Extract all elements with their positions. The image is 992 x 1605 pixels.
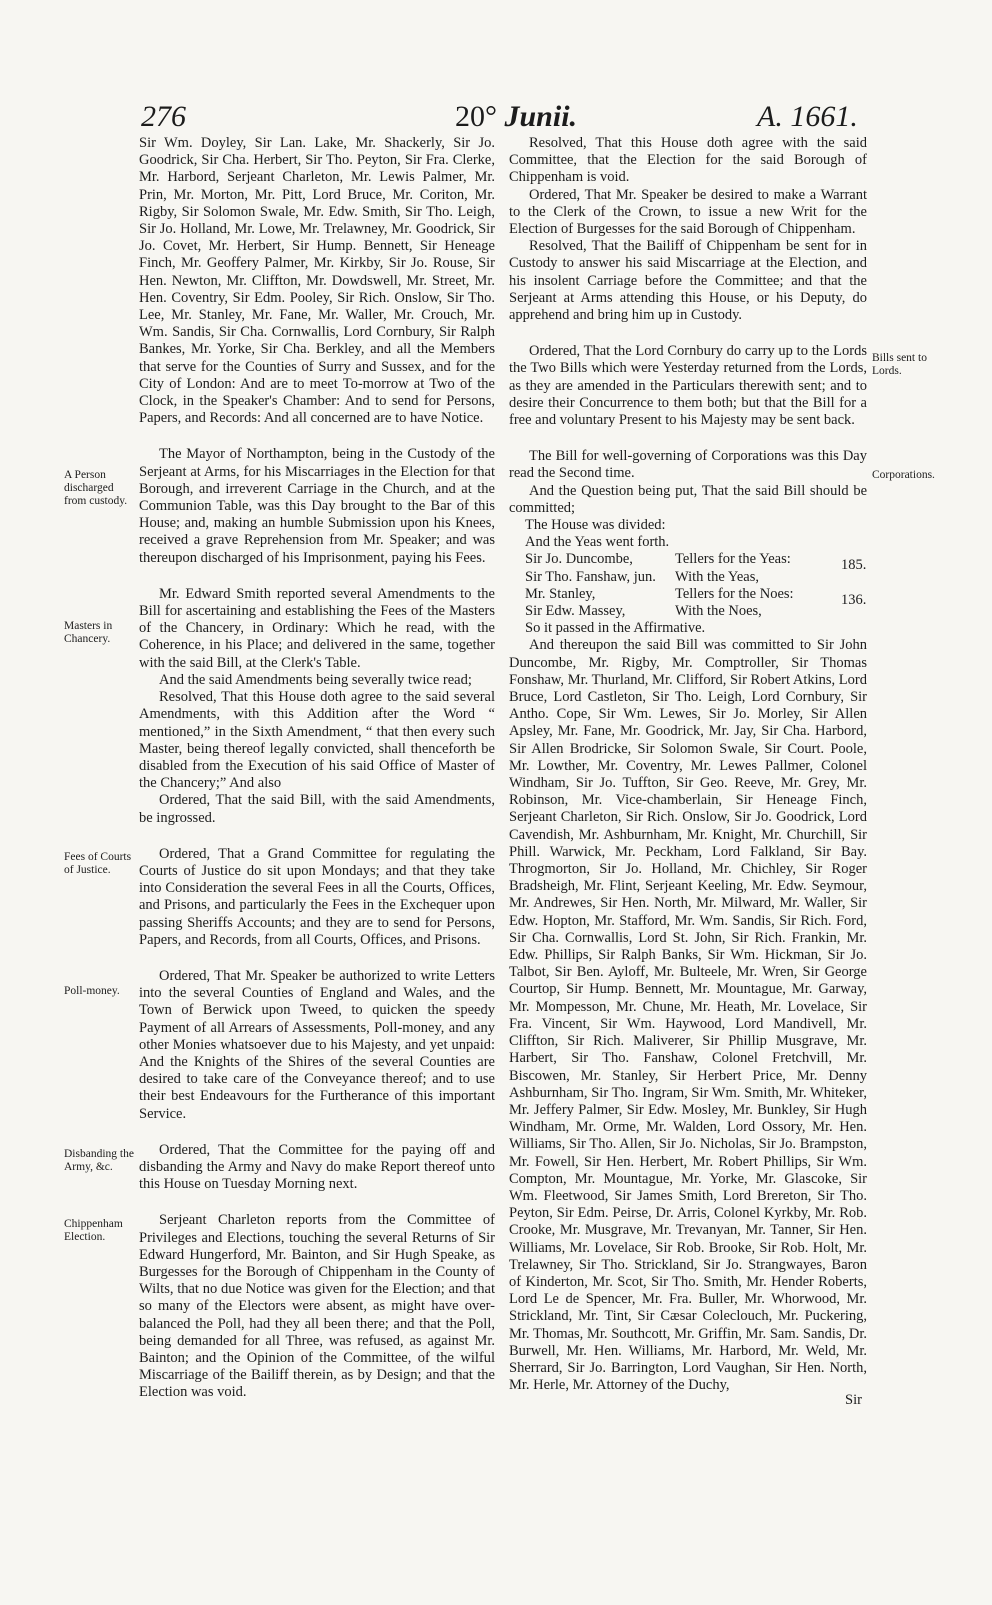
sidenote-corporations: Corporations.	[872, 469, 935, 481]
page-number: 276	[141, 100, 186, 133]
masters-report-paragraph: Mr. Edward Smith reported several Amendments to the Bill for ascertaining and establishing the Fees of the Masters of the Chancery, in Ordinary: Which he read, with the Coherence, in his Place; and delivered in the same, together with the said Bill, at the Clerk's Table.	[139, 585, 495, 671]
noes-label-2: With the Noes,	[675, 603, 762, 620]
sidenote-disbanding: Disbanding the Army, &c.	[64, 1148, 134, 1173]
mayor-northampton-paragraph: The Mayor of Northampton, being in the Custody of the Serjeant at Arms, for his Miscarriages in the Election for that Borough, and irreverent Carriage in the Church, and at the Communion Table, was this Day brought to the Bar of this House; and, making an humble Submission upon his Knees, received a grave Reprehension from Mr. Speaker; and was thereupon discharged of his Imprisonment, paying his Fees.	[139, 446, 495, 566]
sidenote-poll-money: Poll-money.	[64, 985, 120, 997]
page-date	[455, 100, 577, 134]
date-month: Junii.	[504, 100, 578, 133]
sidenote-person-discharged: A Person discharged from custody.	[64, 469, 128, 507]
yeas-label-2: With the Yeas,	[675, 568, 759, 585]
amendments-read-paragraph: And the said Amendments being severally twice read;	[159, 671, 472, 688]
noes-row-2	[509, 603, 867, 620]
disbanding-report-paragraph: Ordered, That the Committee for the paying off and disbanding the Army and Navy do make Report thereof unto this House on Tuesday Morning next.	[139, 1141, 495, 1193]
sidenote-fees: Fees of Courts of Justice.	[64, 851, 132, 876]
division-divided: The House was divided:	[525, 517, 666, 534]
yeas-teller-1: Sir Jo. Duncombe,	[525, 551, 633, 568]
noes-label-1: Tellers for the Noes:	[675, 585, 794, 602]
date-day: 20°	[455, 100, 497, 133]
resolved-bailiff-paragraph: Resolved, That the Bailiff of Chippenham be sent for in Custody to answer his said Miscarriage at the Election, and his insolent Carriage before the Committee; and that the Serjeant at Arms attending this House, or his Deputy, do apprehend and bring him up in Custody.	[509, 238, 867, 324]
yeas-label-1: Tellers for the Yeas:	[675, 551, 791, 568]
noes-row-1	[509, 585, 867, 608]
noes-teller-1: Mr. Stanley,	[525, 585, 596, 602]
yeas-teller-2: Sir Tho. Fanshaw, jun.	[525, 568, 656, 585]
question-put-paragraph: And the Question being put, That the said Bill should be committed;	[509, 482, 867, 516]
yeas-row-1	[509, 551, 867, 574]
catchword: Sir	[845, 1392, 862, 1408]
page-year: A. 1661.	[757, 100, 858, 133]
noes-count: 136.	[841, 591, 867, 608]
left-column	[139, 135, 495, 1402]
ordered-ingrossed-paragraph: Ordered, That the said Bill, with the said Amendments, be ingrossed.	[139, 792, 495, 826]
division-block	[509, 517, 867, 637]
grand-committee-paragraph: Ordered, That a Grand Committee for regulating the Courts of Justice do sit upon Mondays; and that they take into Consideration the several Fees in all the Courts, Offices, and Prisons, and particularly the Fees in the Exchequer upon passing Sheriffs Accounts; and they are to send for Persons, Papers, and Records, from all Courts, Offices, and Prisons.	[139, 845, 495, 948]
charleton-report-paragraph: Serjeant Charleton reports from the Committee of Privileges and Elections, touching the several Returns of Sir Edward Hungerford, Mr. Bainton, and Sir Hugh Speake, as Burgesses for the Borough of Chippenham in the County of Wilts, that no due Notice was given for the Election; and that so many of the Electors were absent, as might have over-balanced the Poll, had they all been there; and that the Poll, being demanded for all Three, was refused, as against Mr. Bainton; and the Opinion of the Committee, of the wilful Miscarriage of the Bailiff therein, as by Design; and that the Election was void.	[139, 1212, 495, 1401]
sidenote-bills-sent: Bills sent to Lords.	[872, 352, 927, 377]
sidenote-masters: Masters in Chancery.	[64, 620, 113, 645]
ordered-cornbury-paragraph: Ordered, That the Lord Cornbury do carry up to the Lords the Two Bills which were Yesterday returned from the Lords, as they are amended in the Particulars therewith sent; and to desire their Concurrence to them both; but that the Bill for a free and voluntary Present to his Majesty may be sent back.	[509, 343, 867, 429]
sidenote-chippenham: Chippenham Election.	[64, 1218, 123, 1243]
committee-members-paragraph: Sir Wm. Doyley, Sir Lan. Lake, Mr. Shackerly, Sir Jo. Goodrick, Sir Cha. Herbert, Sir Tho. Peyton, Sir Fra. Clerke, Mr. Harbord, Serjeant Charleton, Mr. Lewis Palmer, Mr. Prin, Mr. Morton, Mr. Pitt, Lord Bruce, Mr. Coriton, Mr. Rigby, Sir Solomon Swale, Mr. Edw. Smith, Sir Tho. Leigh, Sir Jo. Holland, Mr. Lowe, Mr. Trelawney, Mr. Goodrick, Sir Jo. Covet, Mr. Herbert, Sir Hump. Bennett, Sir Heneage Finch, Mr. Geoffery Palmer, Mr. Kirkby, Sir Jo. Rouse, Sir Hen. Newton, Mr. Cliffton, Mr. Dowdswell, Mr. Street, Mr. Hen. Coventry, Sir Edm. Pooley, Sir Rich. Onslow, Sir Tho. Lee, Mr. Stanley, Mr. Fane, Mr. Waller, Mr. Crouch, Mr. Wm. Sandis, Sir Cha. Cornwallis, Lord Cornbury, Sir Ralph Bankes, Mr. Yorke, Sir Cha. Berkley, and all the Members that serve for the Counties of Surry and Sussex, and for the City of London: And are to meet To-morrow at Two of the Clock, in the Speaker's Chamber: And to send for Persons, Papers, and Records: And all concerned are to have Notice.	[139, 135, 495, 427]
letters-counties-paragraph: Ordered, That Mr. Speaker be authorized to write Letters into the several Counties of England and Wales, and the Town of Berwick upon Tweed, to quicken the speedy Payment of all Arrears of Assessments, Poll-money, and any other Monies whatsoever due to his Majesty, and yet unpaid: And the Knights of the Shires of the several Counties are desired to take care of the Conveyance thereof; and to use their best Endeavours for the Furtherance of this important Service.	[139, 967, 495, 1122]
division-yeas-forth: And the Yeas went forth.	[525, 534, 670, 551]
ordered-warrant-paragraph: Ordered, That Mr. Speaker be desired to make a Warrant to the Clerk of the Crown, to issue a new Writ for the Election of Burgesses for the said Borough of Chippenham.	[509, 186, 867, 238]
corporations-bill-paragraph: The Bill for well-governing of Corporations was this Day read the Second time.	[509, 448, 867, 482]
resolved-void-paragraph: Resolved, That this House doth agree with the said Committee, that the Election for the said Borough of Chippenham is void.	[509, 135, 867, 186]
yeas-row-2	[509, 569, 867, 586]
division-result: So it passed in the Affirmative.	[525, 620, 706, 637]
right-column	[509, 135, 867, 1394]
yeas-count: 185.	[841, 557, 867, 574]
resolved-amendments-paragraph: Resolved, That this House doth agree to the said several Amendments, with this Addition after the Word “ mentioned,” in the Sixth Amendment, “ that then every such Master, being thereof legally convicted, shall thenceforth be disabled from the Execution of his said Office of Master of the Chancery;” And also	[139, 689, 495, 792]
noes-teller-2: Sir Edw. Massey,	[525, 603, 626, 620]
committed-members-paragraph: And thereupon the said Bill was committed to Sir John Duncombe, Mr. Rigby, Mr. Comptroller, Sir Thomas Fonshaw, Mr. Thurland, Mr. Clifford, Sir Robert Atkins, Lord Bruce, Lord Castleton, Sir Tho. Leigh, Lord Cornbury, Sir Antho. Cope, Sir Wm. Lewes, Sir Jo. Morley, Sir Allen Apsley, Mr. Fane, Mr. Goodrick, Mr. Jay, Sir Cha. Harbord, Sir Allen Brodricke, Sir Solomon Swale, Sir Court. Poole, Mr. Lowther, Mr. Coventry, Mr. Lewes Pallmer, Colonel Windham, Sir Jo. Tuffton, Sir Geo. Reeve, Mr. Grey, Mr. Robinson, Mr. Vice-chamberlain, Sir Heneage Finch, Serjeant Charleton, Sir Rich. Onslow, Sir Jo. Goodrick, Lord Cavendish, Mr. Ashburnham, Mr. Knight, Mr. Churchill, Sir Phill. Warwick, Mr. Peckham, Lord Falkland, Sir Bay. Throgmorton, Sir Jo. Holland, Mr. Chichley, Sir Roger Bradsheigh, Mr. Flint, Serjeant Keeling, Mr. Edw. Seymour, Mr. Andrewes, Sir Hen. North, Mr. Milward, Mr. Waller, Sir Edw. Hopton, Mr. Stafford, Mr. Wm. Sandis, Sir Rich. Ford, Sir Cha. Cornwallis, Lord St. John, Sir Rich. Frankin, Mr. Edw. Phillips, Sir Ralph Banks, Sir Wm. Hickman, Sir Jo. Talbot, Sir Ben. Ayloff, Mr. Bulteele, Mr. Wren, Sir George Courtop, Sir Hump. Bennett, Mr. Mountague, Mr. Garway, Mr. Mompesson, Mr. Chune, Mr. Heath, Mr. Lovelace, Sir Fra. Vincent, Sir Wm. Haywood, Lord Mandivell, Mr. Cliffton, Sir Rich. Maliverer, Sir Phillip Musgrave, Mr. Harbert, Sir Tho. Fanshaw, Colonel Fretchvill, Mr. Biscowen, Mr. Stanley, Sir Herbert Price, Mr. Denny Ashburnham, Sir Tho. Ingram, Sir Wm. Smith, Mr. Whiteker, Mr. Jeffery Palmer, Sir Edw. Mosley, Mr. Bunkley, Sir Hugh Windham, Mr. Orme, Mr. Walden, Lord Ossory, Mr. Hen. Williams, Sir Tho. Allen, Sir Jo. Nicholas, Sir Jo. Brampston, Mr. Fowell, Sir Hen. Herbert, Mr. Robert Phillips, Sir Wm. Compton, Mr. Mountague, Mr. Yorke, Mr. Glascoke, Sir Wm. Fleetwood, Sir James Smith, Lord Brereton, Sir Tho. Peyton, Sir Edm. Peirse, Dr. Arris, Colonel Kyrkby, Mr. Rob. Crooke, Mr. Musgrave, Mr. Trevanyan, Mr. Tanner, Sir Hen. Williams, Mr. Lovelace, Sir Rob. Brooke, Sir Rob. Holt, Mr. Trelawney, Sir Tho. Strickland, Sir Jo. Strangwayes, Baron of Kinderton, Mr. Scot, Sir Tho. Smith, Mr. Hender Roberts, Lord Le de Spencer, Mr. Fra. Buller, Mr. Whorwood, Mr. Strickland, Mr. Tint, Sir Cæsar Coleclouch, Mr. Puckering, Mr. Thomas, Mr. Southcott, Mr. Griffin, Mr. Sam. Sandis, Dr. Burwell, Mr. Hen. Williams, Mr. Harbord, Mr. Weld, Mr. Sherrard, Sir Jo. Barrington, Lord Vaughan, Sir Hen. North, Mr. Herle, Mr. Attorney of the Duchy,	[509, 637, 867, 1394]
